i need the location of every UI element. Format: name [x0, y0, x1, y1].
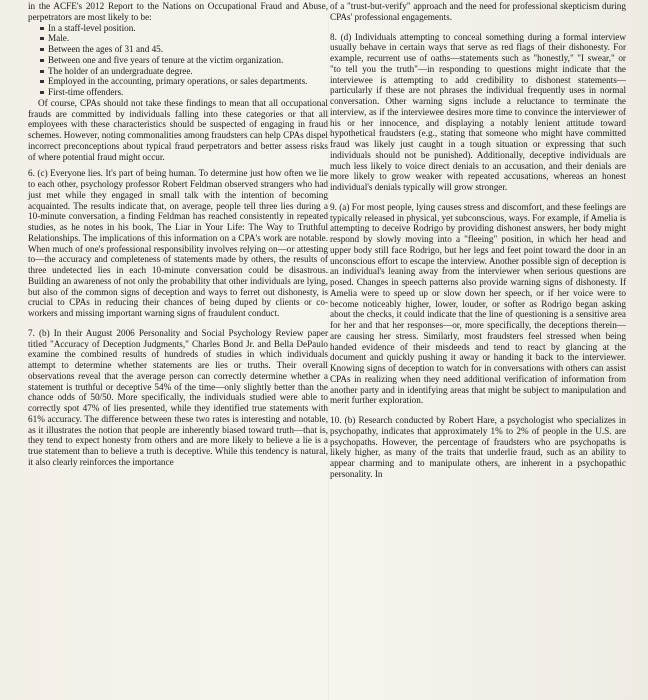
paragraph-of-course: Of course, CPAs should not take these findings to mean that all occupational frauds are committed by individuals falling into these categories or that all employees with these characteristics should be suspected of engaging in fraud schemes. However, noting commonalities among fraudsters can help CPAs dispel incorrect preconceptions about typical fraud perpetrators and better assess risks of where potential fraud might occur.	[28, 97, 328, 162]
answer-6-paragraph: 6. (c) Everyone lies. It's part of being human. To determine just how often we lie to each other, psychology professor Robert Feldman observed strangers who had just met while they engaged in small talk with the intention of becoming acquainted. The results indicate that, on average, people tell three lies during a 10-minute conversation, a finding Feldman has reached consistently in repeated studies, as he notes in his book, The Liar in Your Life: The Way to Truthful Relationships. The implications of this information on a CPA's work are notable. When much of one's professional responsibility involves relying on—or attesting to—the accuracy and completeness of statements made by others, the results of three undetected lies in each 10-minute conversation could be disastrous. Building an awareness of not only the probability that other individuals are lying, but also of the common signs of deception and ways to ferret out dishonesty, is crucial to CPAs in reducing their chances of being duped by clients or co-workers and missing important warning signs of fraudulent conduct.	[28, 168, 328, 318]
answer-8-paragraph: 8. (d) Individuals attempting to conceal something during a formal interview usually behave in certain ways that serve as red flags of their dishonesty. For example, recurrent use of oaths—statements such as "honestly," "I swear," or "to tell you the truth"—in responding to questions might indicate that the interviewee is attempting to add credibility to dishonest statements—particularly if these are not phrases the individual frequently uses in normal conversation. Other warning signs include a reluctance to terminate the interview, as if the interviewee desires more time to convince the interviewer of his or her innocence, and displaying a notably lenient attitude toward hypothetical fraudsters (e.g., stating that someone who might have committed fraud was likely just caught in a tough situation or expressing that such individuals should not be punished). Additionally, deceptive individuals are much less likely to voice direct denials to an accusation, and their denials are more likely to grow weaker with repeated accusations, whereas an honest individual's denials typically will grow stronger.	[330, 31, 626, 192]
list-item: Between the ages of 31 and 45.	[40, 44, 328, 55]
continued-paragraph: of a "trust-but-verify" approach and the need for professional skepticism during CPAs' professional engagements.	[330, 1, 626, 22]
list-item: In a staff-level position.	[40, 23, 328, 34]
list-item: Between one and five years of tenure at the victim organization.	[40, 55, 328, 66]
left-column	[28, 1, 328, 468]
right-column	[330, 1, 626, 480]
list-item: Employed in the accounting, primary operations, or sales departments.	[40, 76, 328, 87]
answer-10-paragraph: 10. (b) Research conducted by Robert Hare, a psychologist who specializes in psychopathy, indicates that approximately 1% to 2% of people in the U.S. are psychopaths. However, the percentage of fraudsters who are psychopaths is likely higher, as many of the traits that underlie fraud, such as an ability to appear charming and to manipulate others, are inherent in a psychopathic personality. In	[330, 415, 626, 479]
intro-paragraph: in the ACFE's 2012 Report to the Nations on Occupational Fraud and Abuse, perpetrators are most likely to be:	[28, 1, 328, 22]
list-item: First-time offenders.	[40, 87, 328, 98]
list-item: The holder of an undergraduate degree.	[40, 66, 328, 77]
answer-9-paragraph: 9. (a) For most people, lying causes stress and discomfort, and these feelings are typically released in physical, yet subconscious, ways. For example, if Amelia is attempting to deceive Rodrigo by providing dishonest answers, her body might respond by slowly moving into a "fleeing" position, in which her head and upper body still face Rodrigo, but her legs and feet point toward the door in an unconscious effort to escape the interview. Another possible sign of deception is an individual's leaning away from the interviewer when serious questions are posed. Changes in speech patterns also provide warning signs of dishonesty. If Amelia were to speed up or slow down her speech, or if her voice were to become noticeably higher, lower, louder, or softer as Rodrigo began asking about the checks, it could indicate that the line of questioning is a sensitive area for her and that her responses—or, more specifically, the deceptions therein—are causing her stress. Similarly, most fraudsters feel stressed when being handed evidence of their misdeeds and tend to react by glancing at the document and quickly pushing it away or handing it back to the interviewer. Knowing signs of deception to watch for in conversations with others can assist CPAs in realizing when they need additional verification of information from another party and in identifying areas that might be subject to manipulation and merit further exploration.	[330, 201, 626, 406]
answer-7-paragraph: 7. (b) In their August 2006 Personality and Social Psychology Review paper titled "Accuracy of Deception Judgments," Charles Bond Jr. and Bella DePaulo examine the combined results of hundreds of studies in which individuals attempt to determine whether statements are lies or truths. Their overall observations reveal that the average person can correctly determine whether a statement is truthful or deceptive 54% of the time—only slightly better than the chance odds of 50/50. More specifically, the individuals studied were able to correctly spot 47% of lies presented, while they identified true statements with 61% accuracy. The difference between these two rates is interesting and notable, as it illustrates the notion that people are inherently biased toward truth—that is, they tend to expect honesty from others and are more likely to believe a lie is a true statement than to believe a truth is deceptive. While this tendency is natural, it also clearly reinforces the importance	[28, 327, 328, 467]
perpetrator-traits-list	[28, 23, 328, 98]
list-item: Male.	[40, 33, 328, 44]
column-gutter	[328, 0, 329, 700]
